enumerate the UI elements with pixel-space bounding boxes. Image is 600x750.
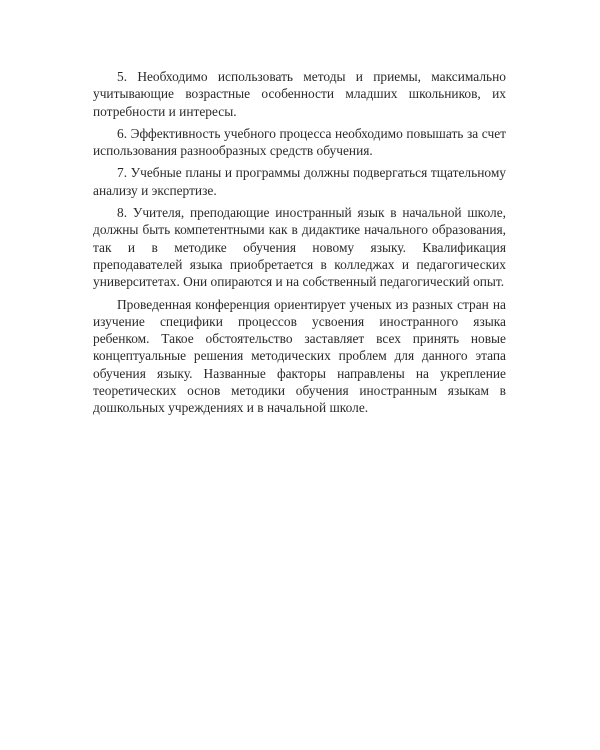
paragraph-point-5: 5. Необходимо использовать методы и приемы, максимально учитывающие возрастные особенности младших школьников, их потребности и интересы. — [93, 69, 506, 119]
paragraph-point-8: 8. Учителя, преподающие иностранный язык в начальной школе, должны быть компетентными как в дидактике начального образования, так и в методике обучения новому языку. Квалификация преподавателей языка приобретается в колледжах и педагогических университетах. Они опираются и на собственный педагогический опыт. — [93, 205, 506, 290]
paragraph-point-7: 7. Учебные планы и программы должны подвергаться тщательному анализу и экспертизе. — [93, 165, 506, 198]
paragraph-conclusion: Проведенная конференция ориентирует ученых из разных стран на изучение специфики процессов усвоения иностранного языка ребенком. Такое обстоятельство заставляет всех принять новые концептуальные решения методических проблем для данного этапа обучения языку. Названные факторы направлены на укрепление теоретических основ методики обучения иностранным языкам в дошкольных учреждениях и в начальной школе. — [93, 296, 506, 416]
body-text — [93, 68, 506, 417]
paragraph-point-6: 6. Эффективность учебного процесса необходимо повышать за счет использования разнообразных средств обучения. — [93, 125, 506, 159]
